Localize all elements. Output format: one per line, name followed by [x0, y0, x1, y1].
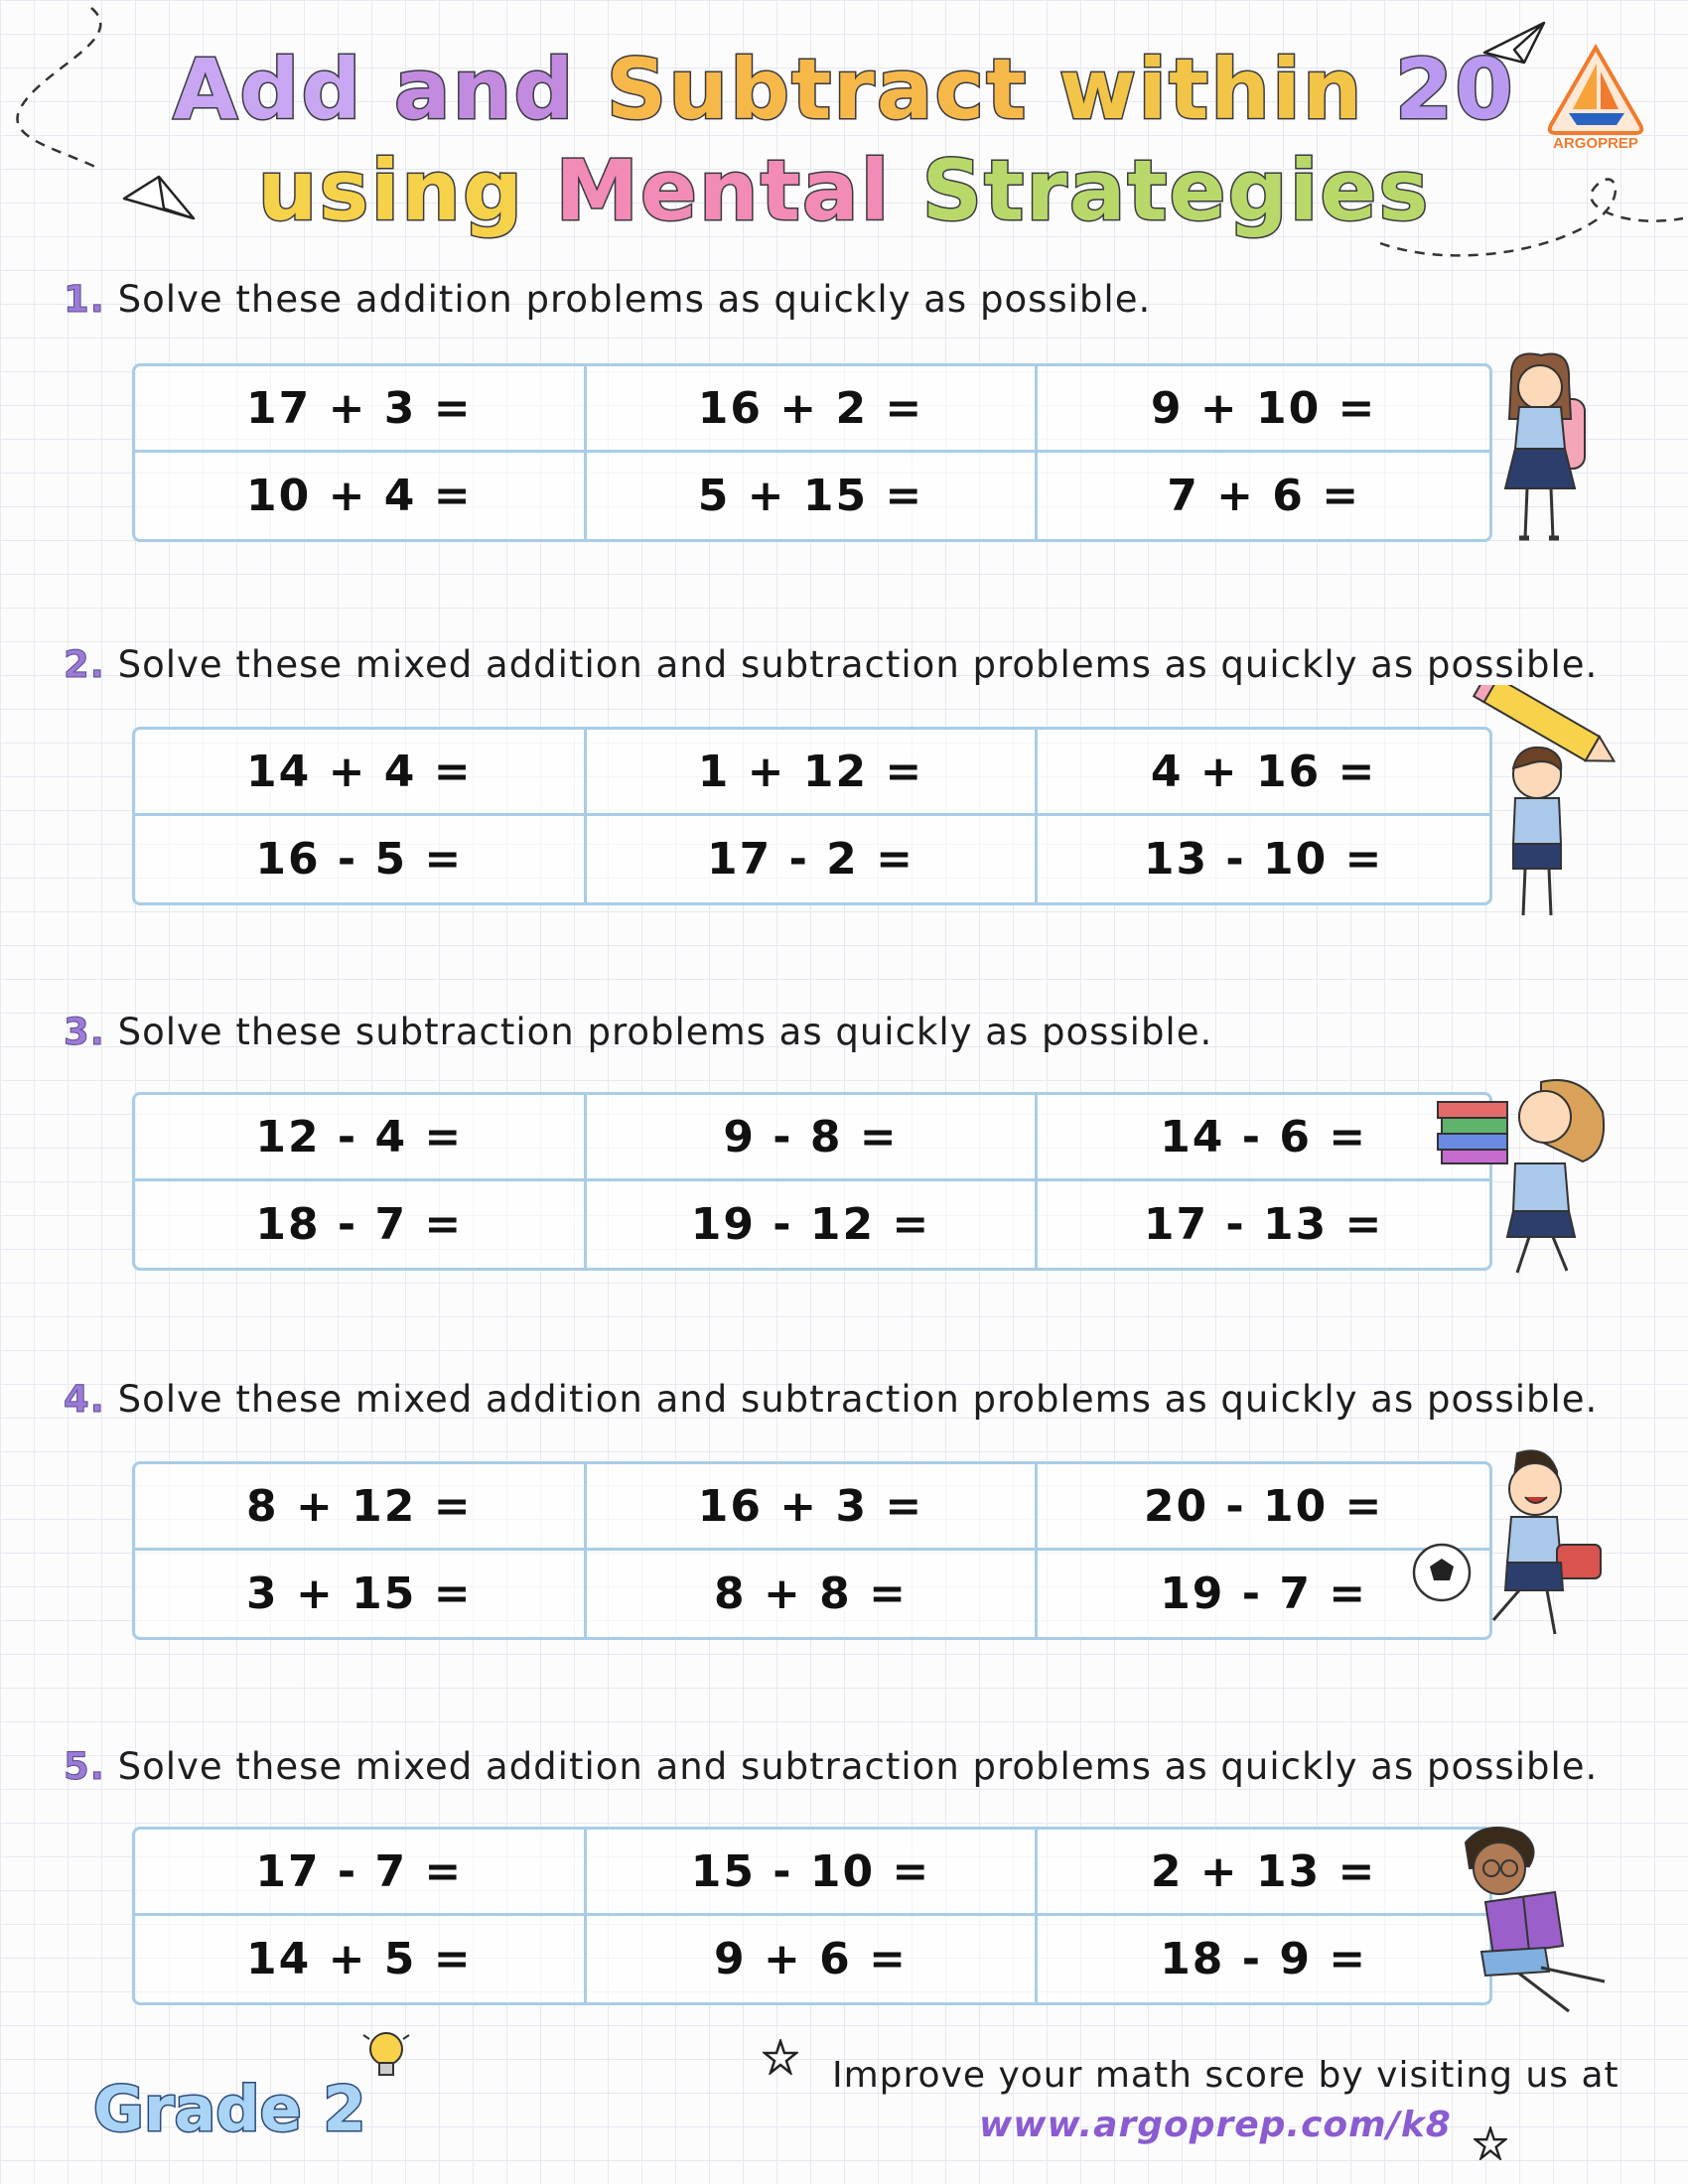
problem-cell: 14 + 5 =: [135, 1916, 587, 2002]
question-number: 1.: [64, 278, 105, 321]
problem-cell: 19 - 7 =: [1160, 1569, 1368, 1619]
problem-cell: 12 - 4 =: [135, 1095, 587, 1181]
worksheet-title-line-1: [0, 41, 1688, 138]
problem-cell: 10 + 4 =: [135, 453, 587, 539]
question-2-instruction: [64, 643, 1598, 686]
problem-cell: 15 - 10 =: [587, 1830, 1039, 1916]
question-4-instruction: [64, 1378, 1598, 1421]
problem-cell: 16 + 3 =: [587, 1464, 1039, 1551]
problem-cell: 8 + 8 =: [587, 1551, 1039, 1637]
star-doodle-icon: [1474, 2126, 1507, 2160]
problem-cell: 17 + 3 =: [135, 366, 587, 453]
problem-cell: 8 + 12 =: [135, 1464, 587, 1551]
title-word: Subtract: [606, 41, 1029, 138]
problem-grid-2: [132, 727, 1492, 905]
problem-cell: 17 - 2 =: [587, 816, 1039, 902]
question-text: Solve these addition problems as quickly as possible.: [117, 278, 1152, 321]
question-number: 5.: [64, 1745, 105, 1788]
problem-cell: 17 - 7 =: [135, 1830, 587, 1916]
problem-cell: 5 + 15 =: [587, 453, 1039, 539]
logo-text: ARGOPREP: [1553, 135, 1638, 152]
problem-cell: 18 - 7 =: [135, 1181, 587, 1268]
question-text: Solve these mixed addition and subtraction problems as quickly as possible.: [117, 1378, 1599, 1421]
problem-cell: 1 + 12 =: [587, 730, 1039, 816]
question-text: Solve these subtraction problems as quickly as possible.: [117, 1011, 1213, 1053]
problem-cell: 3 + 15 =: [135, 1551, 587, 1637]
problem-cell: 18 - 9 =: [1160, 1934, 1368, 1984]
problem-cell: 9 + 10 =: [1038, 366, 1489, 453]
question-number: 2.: [64, 643, 105, 686]
question-1-instruction: [64, 278, 1151, 321]
question-text: Solve these mixed addition and subtraction problems as quickly as possible.: [117, 643, 1599, 686]
problem-grid-5: [132, 1827, 1492, 2005]
question-5-instruction: [64, 1745, 1598, 1788]
girl-with-backpack-illustration: [1489, 349, 1599, 553]
problem-grid-1: [132, 363, 1492, 542]
title-word: within: [1058, 41, 1364, 138]
title-word: Add: [173, 41, 363, 138]
problem-cell: 14 - 6 =: [1038, 1095, 1489, 1181]
problem-cell: 2 + 13 =: [1038, 1830, 1489, 1916]
star-doodle-icon: [763, 2039, 798, 2075]
title-word: 20: [1394, 41, 1515, 138]
title-word: and: [393, 41, 576, 138]
question-text: Solve these mixed addition and subtraction problems as quickly as possible.: [117, 1745, 1599, 1788]
promo-text: Improve your math score by visiting us at: [832, 2055, 1619, 2096]
question-number: 4.: [64, 1378, 105, 1421]
title-word: Strategies: [921, 142, 1431, 239]
title-word: Mental: [555, 142, 892, 239]
problem-cell: 9 + 6 =: [587, 1916, 1039, 2002]
title-word: using: [257, 142, 525, 239]
problem-cell: 20 - 10 =: [1038, 1464, 1489, 1551]
boy-reading-book-illustration: [1446, 1823, 1624, 2021]
problem-cell: 14 + 4 =: [135, 730, 587, 816]
grade-label: Grade 2: [93, 2073, 366, 2145]
problem-cell: 16 + 2 =: [587, 366, 1039, 453]
boy-with-pencil-illustration: [1470, 685, 1628, 923]
question-3-instruction: [64, 1011, 1212, 1053]
problem-cell: 16 - 5 =: [135, 816, 587, 902]
question-number: 3.: [64, 1011, 105, 1053]
problem-cell: 17 - 13 =: [1143, 1199, 1384, 1250]
problem-cell: 9 - 8 =: [587, 1095, 1039, 1181]
lightbulb-icon: [361, 2027, 411, 2087]
problem-grid-3: [132, 1092, 1492, 1271]
boy-with-soccer-ball-illustration: [1408, 1445, 1626, 1644]
problem-cell: 7 + 6 =: [1167, 471, 1361, 521]
problem-cell: 13 - 10 =: [1143, 834, 1384, 885]
problem-cell: 4 + 16 =: [1038, 730, 1489, 816]
website-link[interactable]: www.argoprep.com/k8: [979, 2105, 1452, 2145]
problem-grid-4: [132, 1461, 1492, 1640]
girl-with-books-illustration: [1434, 1072, 1613, 1281]
problem-cell: 19 - 12 =: [587, 1181, 1039, 1268]
